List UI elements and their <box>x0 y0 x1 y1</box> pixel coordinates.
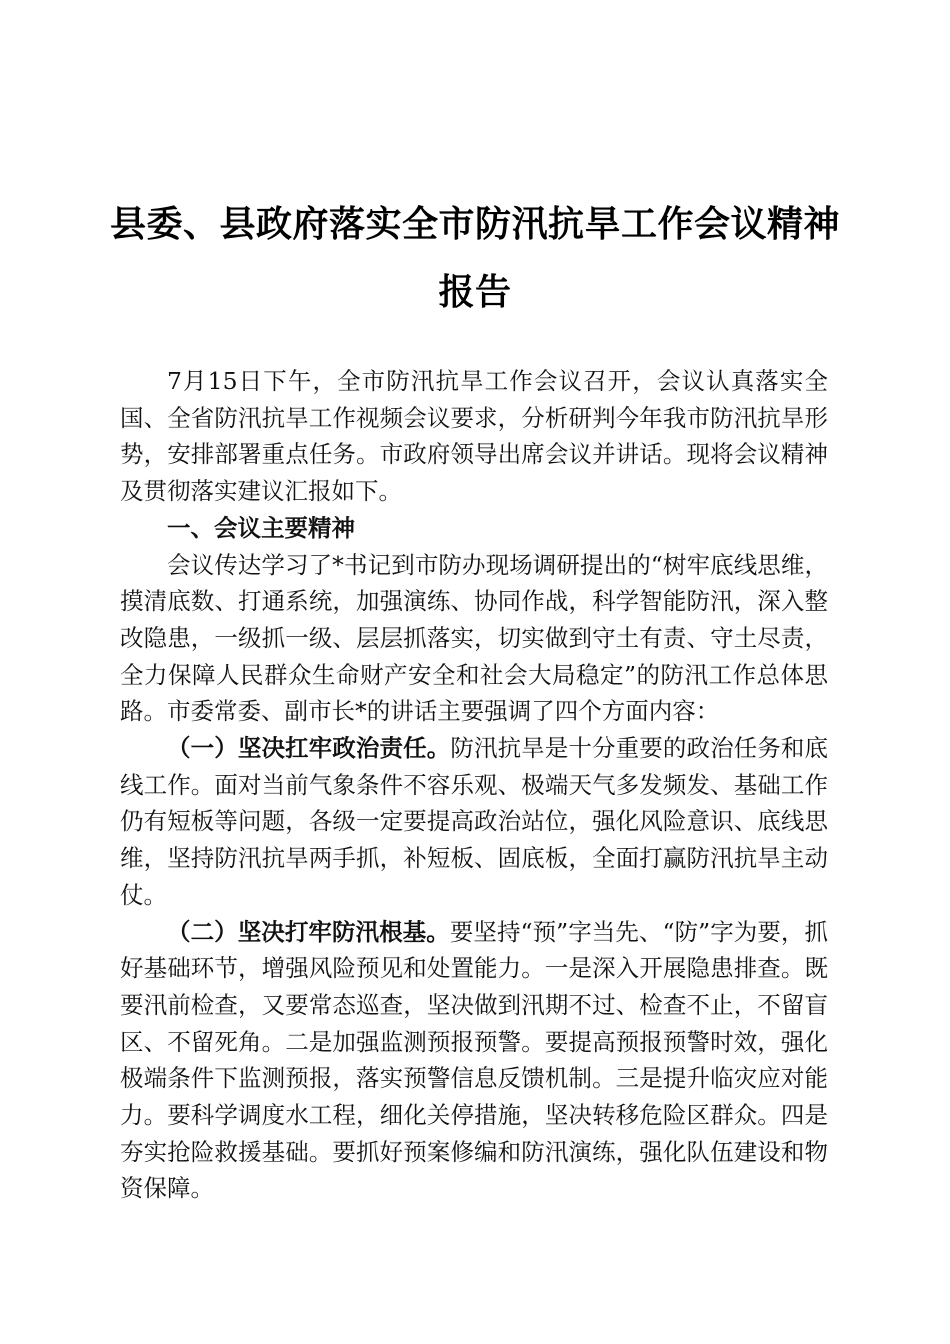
point-2-text: 要坚持“预”字当先、“防”字为要，抓好基础环节，增强风险预见和处置能力。一是深入开展隐患排查。既要汛前检查，又要常态巡查，坚决做到汛期不过、检查不止，不留盲区、不留死角。二是加强监测预报预警。要提高预报预警时效，强化极端条件下监测预报，落实预警信息反馈机制。三是提升临灾应对能力。要科学调度水工程，细化关停措施，坚决转移危险区群众。四是夯实抢险救援基础。要抓好预案修编和防汛演练，强化队伍建设和物资保障。 <box>120 917 829 1203</box>
document-title-line-1: 县委、县政府落实全市防汛抗旱工作会议精神 <box>109 204 840 245</box>
section-1-paragraph: 会议传达学习了*书记到市防办现场调研提出的“树牢底线思维，摸清底数、打通系统，加强演练、协同作战，科学智能防汛，深入整改隐患，一级抓一级、层层抓落实，切实做到守土有责、守土尽责，全力保障人民群众生命财产安全和社会大局稳定”的防汛工作总体思路。市委常委、副市长*的讲话主要强调了四个方面内容： <box>120 550 828 726</box>
point-1-paragraph <box>120 730 828 914</box>
point-2-lead: （二）坚决打牢防汛根基。 <box>167 917 450 946</box>
point-2-paragraph <box>120 914 828 1208</box>
point-1-lead: （一）坚决扛牢政治责任。 <box>167 734 451 763</box>
point-1-text: 防汛抗旱是十分重要的政治任务和底线工作。面对当前气象条件不容乐观、极端天气多发频发、基础工作仍有短板等问题，各级一定要提高政治站位，强化风险意识、底线思维，坚持防汛抗旱两手抓，补短板、固底板，全面打赢防汛抗旱主动仗。 <box>120 734 829 909</box>
document-title-line-2: 报告 <box>438 272 512 313</box>
section-heading-1: 一、会议主要精神 <box>167 513 355 542</box>
document-body <box>120 363 828 1207</box>
intro-paragraph: 7月15日下午，全市防汛抗旱工作会议召开，会议认真落实全国、全省防汛抗旱工作视频会议要求，分析研判今年我市防汛抗旱形势，安排部署重点任务。市政府领导出席会议并讲话。现将会议精神及贯彻落实建议汇报如下。 <box>120 367 828 506</box>
